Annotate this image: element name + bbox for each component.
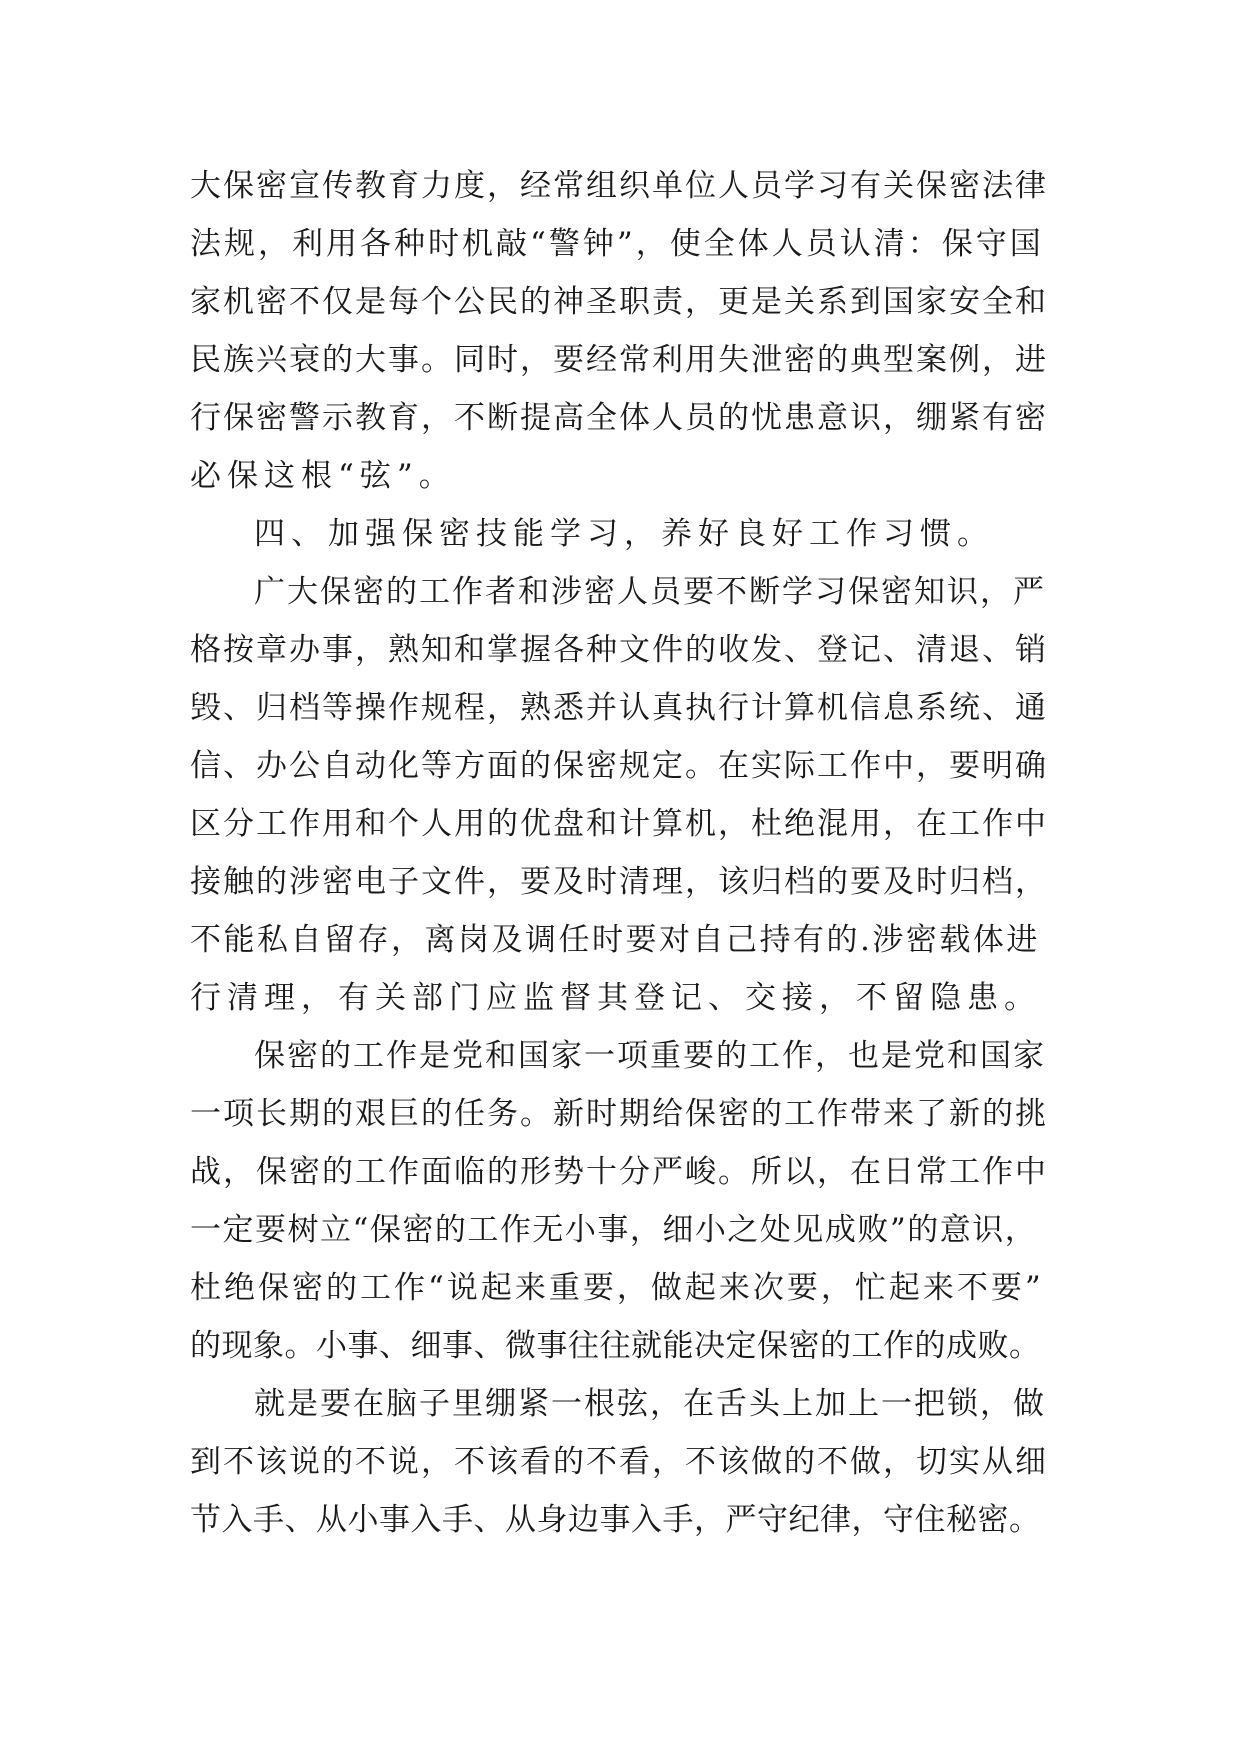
text-line: 大保密宣传教育力度，经常组织单位人员学习有关保密法律 xyxy=(190,168,1048,204)
text-line: 战，保密的工作面临的形势十分严峻。所以，在日常工作中 xyxy=(190,1154,1048,1190)
text-line: 不能私自留存，离岗及调任时要对自己持有的.涉密载体进 xyxy=(190,922,1040,958)
text-line: 一项长期的艰巨的任务。新时期给保密的工作带来了新的挑 xyxy=(190,1096,1048,1132)
text-line: 格按章办事，熟知和掌握各种文件的收发、登记、清退、销 xyxy=(190,632,1048,668)
text-line: 行保密警示教育，不断提高全体人员的忧患意识，绷紧有密 xyxy=(190,400,1048,436)
text-line: 接触的涉密电子文件，要及时清理，该归档的要及时归档， xyxy=(190,864,1048,900)
text-line: 杜绝保密的工作“说起来重要，做起来次要，忙起来不要” xyxy=(190,1270,1044,1306)
text-line: 信、办公自动化等方面的保密规定。在实际工作中，要明确 xyxy=(190,748,1048,784)
text-line: 的现象。小事、细事、微事往往就能决定保密的工作的成败。 xyxy=(190,1328,1041,1364)
text-line: 民族兴衰的大事。同时，要经常利用失泄密的典型案例，进 xyxy=(190,342,1048,378)
text-line: 必保这根“弦”。 xyxy=(190,458,456,494)
text-line: 一定要树立“保密的工作无小事，细小之处见成败”的意识， xyxy=(190,1212,1038,1248)
text-line: 广大保密的工作者和涉密人员要不断学习保密知识，严 xyxy=(254,574,1046,610)
text-line: 法规，利用各种时机敲“警钟”，使全体人员认清：保守国 xyxy=(190,226,1044,262)
text-line: 节入手、从小事入手、从身边事入手，严守纪律，守住秘密。 xyxy=(190,1502,1041,1538)
text-line: 保密的工作是党和国家一项重要的工作，也是党和国家 xyxy=(254,1038,1046,1074)
text-line: 区分工作用和个人用的优盘和计算机，杜绝混用，在工作中 xyxy=(190,806,1048,842)
section-heading: 四、加强保密技能学习，养好良好工作习惯。 xyxy=(254,516,994,552)
text-line: 就是要在脑子里绷紧一根弦，在舌头上加上一把锁，做 xyxy=(254,1386,1046,1422)
text-line: 到不该说的不说，不该看的不看，不该做的不做，切实从细 xyxy=(190,1444,1048,1480)
text-line: 毁、归档等操作规程，熟悉并认真执行计算机信息系统、通 xyxy=(190,690,1048,726)
text-line: 行清理，有关部门应监督其登记、交接，不留隐患。 xyxy=(190,980,1041,1016)
document-body xyxy=(190,157,1050,1549)
text-line: 家机密不仅是每个公民的神圣职责，更是关系到国家安全和 xyxy=(190,284,1048,320)
